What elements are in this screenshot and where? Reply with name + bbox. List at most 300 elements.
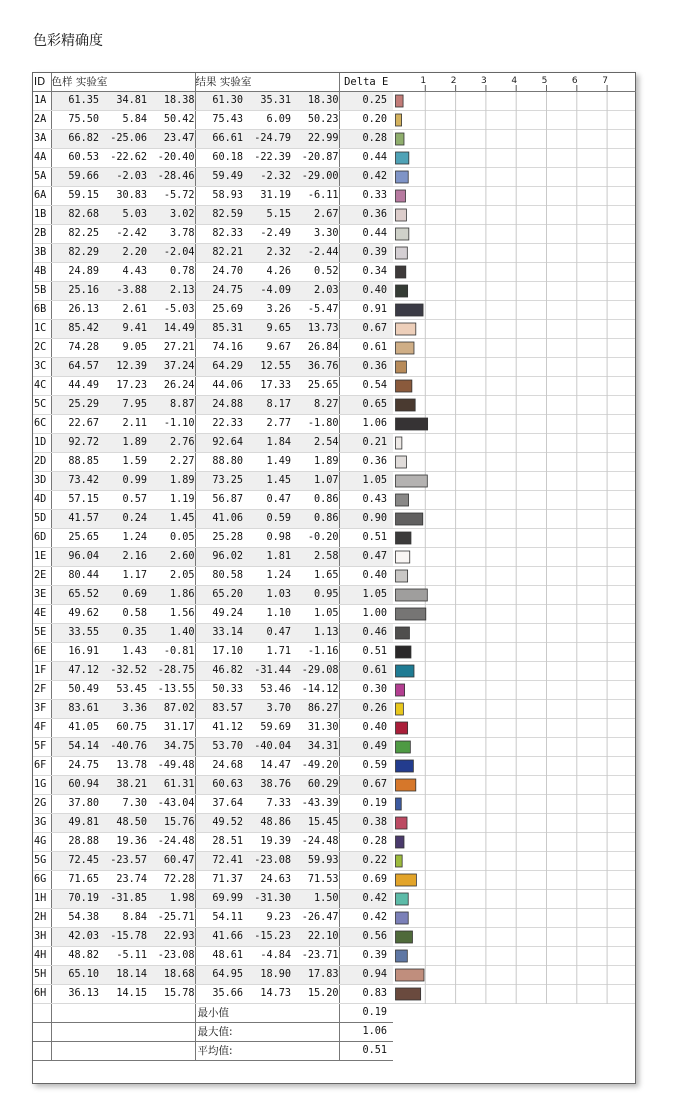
sample-lab-value: 0.35 [99,624,147,643]
delta-e-value: 0.40 [339,719,393,738]
summary-blank [33,1023,51,1042]
bar-2F [396,684,405,696]
result-lab-value: 73.25 [195,472,243,491]
sample-lab-value: 61.31 [147,776,195,795]
result-lab-value: -0.20 [291,529,339,548]
result-lab-value: 2.03 [291,282,339,301]
result-lab-value: 49.52 [195,814,243,833]
row-id: 2D [33,453,51,472]
result-lab-value: 31.30 [291,719,339,738]
result-lab-value: -4.09 [243,282,291,301]
sample-lab-value: 25.16 [51,282,99,301]
bar-4A [396,152,409,164]
delta-e-value: 0.94 [339,966,393,985]
row-id: 4A [33,149,51,168]
summary-label: 最大值: [195,1023,339,1042]
delta-e-value: 0.42 [339,890,393,909]
result-lab-value: 1.10 [243,605,291,624]
result-lab-value: 44.06 [195,377,243,396]
tick-label: 5 [541,76,548,86]
bar-1C [396,323,416,335]
sample-lab-value: 37.80 [51,795,99,814]
sample-lab-value: 1.56 [147,605,195,624]
sample-lab-value: 3.36 [99,700,147,719]
bar-1F [396,665,414,677]
result-lab-value: -23.08 [243,852,291,871]
bar-6D [396,532,411,544]
row-id: 5C [33,396,51,415]
sample-lab-value: 49.81 [51,814,99,833]
sample-lab-value: -23.57 [99,852,147,871]
result-lab-value: -43.39 [291,795,339,814]
result-lab-value: 1.03 [243,586,291,605]
result-lab-value: 86.27 [291,700,339,719]
result-lab-value: 34.31 [291,738,339,757]
sample-lab-value: 12.39 [99,358,147,377]
row-id: 3B [33,244,51,263]
delta-e-value: 0.38 [339,814,393,833]
delta-e-value: 0.42 [339,909,393,928]
result-lab-value: 2.77 [243,415,291,434]
sample-lab-value: 85.42 [51,320,99,339]
bar-6A [396,190,406,202]
result-lab-value: -20.87 [291,149,339,168]
result-lab-value: 1.81 [243,548,291,567]
tick-label: 1 [420,76,427,86]
sample-lab-value: 54.38 [51,909,99,928]
sample-lab-value: 0.69 [99,586,147,605]
row-id: 4D [33,491,51,510]
result-lab-value: -2.44 [291,244,339,263]
row-id: 6F [33,757,51,776]
result-lab-value: 60.18 [195,149,243,168]
result-lab-value: -22.39 [243,149,291,168]
sample-lab-value: 70.19 [51,890,99,909]
result-lab-value: -4.84 [243,947,291,966]
result-lab-value: 0.47 [243,491,291,510]
sample-lab-value: -28.75 [147,662,195,681]
sample-lab-value: 50.49 [51,681,99,700]
sample-lab-value: 18.68 [147,966,195,985]
row-id: 2H [33,909,51,928]
result-lab-value: 13.73 [291,320,339,339]
result-lab-value: 26.84 [291,339,339,358]
sample-lab-value: 41.57 [51,510,99,529]
sample-lab-value: 34.75 [147,738,195,757]
result-lab-value: 64.95 [195,966,243,985]
result-lab-value: 9.65 [243,320,291,339]
sample-lab-value: 2.61 [99,301,147,320]
sample-lab-value: 15.76 [147,814,195,833]
result-lab-value: 1.65 [291,567,339,586]
row-id: 1G [33,776,51,795]
row-id: 3F [33,700,51,719]
sample-lab-value: -13.55 [147,681,195,700]
result-lab-value: 33.14 [195,624,243,643]
sample-lab-value: -22.62 [99,149,147,168]
sample-lab-value: 18.14 [99,966,147,985]
delta-e-value: 0.40 [339,567,393,586]
sample-lab-value: 25.65 [51,529,99,548]
result-lab-value: 17.10 [195,643,243,662]
delta-e-value: 0.49 [339,738,393,757]
result-lab-value: 0.86 [291,491,339,510]
delta-e-value: 1.00 [339,605,393,624]
bar-1D [396,437,402,449]
sample-lab-value: 57.15 [51,491,99,510]
delta-e-value: 0.67 [339,320,393,339]
summary-blank [51,1004,195,1023]
bar-5F [396,741,411,753]
row-id: 3H [33,928,51,947]
delta-e-value: 0.61 [339,662,393,681]
delta-e-value: 0.65 [339,396,393,415]
bar-1E [396,551,410,563]
header-id: ID [33,73,51,92]
summary-value: 0.51 [339,1042,393,1061]
tick-label: 2 [450,76,457,86]
row-id: 1E [33,548,51,567]
sample-lab-value: 1.43 [99,643,147,662]
sample-lab-value: 82.25 [51,225,99,244]
sample-lab-value: 1.86 [147,586,195,605]
sample-lab-value: 34.81 [99,92,147,111]
result-lab-value: -2.49 [243,225,291,244]
sample-lab-value: -28.46 [147,168,195,187]
sample-lab-value: -43.04 [147,795,195,814]
result-lab-value: 50.33 [195,681,243,700]
delta-e-value: 0.33 [339,187,393,206]
bar-3D [396,475,428,487]
delta-e-value: 0.56 [339,928,393,947]
result-lab-value: 88.80 [195,453,243,472]
result-lab-value: 1.24 [243,567,291,586]
delta-e-value: 1.05 [339,586,393,605]
bar-5G [396,855,403,867]
delta-e-value: 0.22 [339,852,393,871]
bar-2A [396,114,402,126]
row-id: 1F [33,662,51,681]
row-id: 2G [33,795,51,814]
bar-4E [396,608,426,620]
delta-e-value: 0.26 [339,700,393,719]
result-lab-value: 18.90 [243,966,291,985]
row-id: 3C [33,358,51,377]
delta-e-value: 0.36 [339,358,393,377]
result-lab-value: 65.20 [195,586,243,605]
bar-5H [396,969,424,981]
sample-lab-value: 31.17 [147,719,195,738]
sample-lab-value: 44.49 [51,377,99,396]
row-id: 6D [33,529,51,548]
result-lab-value: 71.37 [195,871,243,890]
sample-lab-value: 0.24 [99,510,147,529]
result-lab-value: 1.49 [243,453,291,472]
result-lab-value: 17.83 [291,966,339,985]
summary-value: 0.19 [339,1004,393,1023]
result-lab-value: 35.31 [243,92,291,111]
result-lab-value: 0.59 [243,510,291,529]
sample-lab-value: 50.42 [147,111,195,130]
delta-e-value: 0.39 [339,947,393,966]
summary-blank [33,1042,51,1061]
result-lab-value: -6.11 [291,187,339,206]
row-id: 1A [33,92,51,111]
sample-lab-value: 48.82 [51,947,99,966]
tick-label: 4 [511,76,518,86]
bar-1A [396,95,404,107]
summary-blank [33,1004,51,1023]
bar-3C [396,361,407,373]
result-lab-value: -29.08 [291,662,339,681]
sample-lab-value: 59.15 [51,187,99,206]
sample-lab-value: 82.68 [51,206,99,225]
result-lab-value: 82.59 [195,206,243,225]
sample-lab-value: 1.17 [99,567,147,586]
result-lab-value: 80.58 [195,567,243,586]
result-lab-value: 0.86 [291,510,339,529]
row-id: 5B [33,282,51,301]
sample-lab-value: -2.04 [147,244,195,263]
row-id: 6C [33,415,51,434]
sample-lab-value: 9.05 [99,339,147,358]
sample-lab-value: 2.27 [147,453,195,472]
sample-lab-value: 36.13 [51,985,99,1004]
bar-1G [396,779,416,791]
row-id: 4B [33,263,51,282]
result-lab-value: 12.55 [243,358,291,377]
result-lab-value: 1.50 [291,890,339,909]
result-lab-value: 8.17 [243,396,291,415]
bar-3G [396,817,408,829]
sample-lab-value: -3.88 [99,282,147,301]
sample-lab-value: -23.08 [147,947,195,966]
delta-e-value: 0.42 [339,168,393,187]
result-lab-value: 24.75 [195,282,243,301]
result-lab-value: 1.84 [243,434,291,453]
sample-lab-value: 1.59 [99,453,147,472]
sample-lab-value: 72.45 [51,852,99,871]
result-lab-value: 17.33 [243,377,291,396]
bar-4F [396,722,408,734]
sample-lab-value: 33.55 [51,624,99,643]
sample-lab-value: -5.72 [147,187,195,206]
result-lab-value: 41.12 [195,719,243,738]
header-sample-lab: 色样 实验室 [51,73,195,92]
result-lab-value: -31.30 [243,890,291,909]
result-lab-value: 24.70 [195,263,243,282]
sample-lab-value: -32.52 [99,662,147,681]
sample-lab-value: 2.16 [99,548,147,567]
row-id: 4G [33,833,51,852]
sample-lab-value: 7.95 [99,396,147,415]
row-id: 5A [33,168,51,187]
row-id: 5G [33,852,51,871]
sample-lab-value: 30.83 [99,187,147,206]
sample-lab-value: 1.24 [99,529,147,548]
result-lab-value: 15.45 [291,814,339,833]
sample-lab-value: 65.52 [51,586,99,605]
row-id: 3G [33,814,51,833]
result-lab-value: 96.02 [195,548,243,567]
result-lab-value: 58.93 [195,187,243,206]
sample-lab-value: 3.02 [147,206,195,225]
delta-e-value: 0.44 [339,149,393,168]
sample-lab-value: 17.23 [99,377,147,396]
sample-lab-value: -15.78 [99,928,147,947]
delta-e-bar-chart [394,73,636,1085]
summary-label: 最小值 [195,1004,339,1023]
delta-e-value: 0.91 [339,301,393,320]
sample-lab-value: 2.11 [99,415,147,434]
delta-e-value: 1.06 [339,415,393,434]
result-lab-value: 25.28 [195,529,243,548]
result-lab-value: -23.71 [291,947,339,966]
result-lab-value: -1.80 [291,415,339,434]
delta-e-value: 0.36 [339,453,393,472]
sample-lab-value: 54.14 [51,738,99,757]
result-lab-value: -24.79 [243,130,291,149]
result-lab-value: 22.99 [291,130,339,149]
result-lab-value: 75.43 [195,111,243,130]
sample-lab-value: 5.03 [99,206,147,225]
sample-lab-value: 82.29 [51,244,99,263]
result-lab-value: 31.19 [243,187,291,206]
sample-lab-value: 65.10 [51,966,99,985]
result-lab-value: 83.57 [195,700,243,719]
sample-lab-value: 71.65 [51,871,99,890]
bar-5B [396,285,408,297]
sample-lab-value: 7.30 [99,795,147,814]
sample-lab-value: 0.05 [147,529,195,548]
summary-blank [51,1023,195,1042]
sample-lab-value: 2.76 [147,434,195,453]
sample-lab-value: 15.78 [147,985,195,1004]
result-lab-value: 0.47 [243,624,291,643]
result-lab-value: 6.09 [243,111,291,130]
row-id: 4F [33,719,51,738]
bar-2E [396,570,408,582]
result-lab-value: -24.48 [291,833,339,852]
delta-e-value: 0.21 [339,434,393,453]
result-lab-value: 2.58 [291,548,339,567]
summary-blank [51,1042,195,1061]
result-lab-value: 48.61 [195,947,243,966]
row-id: 2A [33,111,51,130]
sample-lab-value: 0.57 [99,491,147,510]
bar-3F [396,703,404,715]
result-lab-value: 1.45 [243,472,291,491]
summary-value: 1.06 [339,1023,393,1042]
result-lab-value: 9.23 [243,909,291,928]
result-lab-value: -1.16 [291,643,339,662]
result-lab-value: 9.67 [243,339,291,358]
result-lab-value: 2.67 [291,206,339,225]
row-id: 6E [33,643,51,662]
sample-lab-value: 53.45 [99,681,147,700]
sample-lab-value: 18.38 [147,92,195,111]
sample-lab-value: 74.28 [51,339,99,358]
sample-lab-value: -49.48 [147,757,195,776]
result-lab-value: 41.06 [195,510,243,529]
delta-e-value: 0.51 [339,529,393,548]
result-lab-value: 24.68 [195,757,243,776]
delta-e-value: 0.46 [339,624,393,643]
delta-e-value: 0.20 [339,111,393,130]
sample-lab-value: 8.84 [99,909,147,928]
result-lab-value: 61.30 [195,92,243,111]
result-lab-value: -29.00 [291,168,339,187]
result-lab-value: 1.07 [291,472,339,491]
result-lab-value: 85.31 [195,320,243,339]
result-lab-value: 60.63 [195,776,243,795]
delta-e-value: 0.28 [339,130,393,149]
sample-lab-value: -2.03 [99,168,147,187]
sample-lab-value: 22.93 [147,928,195,947]
result-lab-value: 19.39 [243,833,291,852]
result-lab-value: 82.33 [195,225,243,244]
summary-label: 平均值: [195,1042,339,1061]
result-lab-value: 3.26 [243,301,291,320]
bar-6B [396,304,424,316]
sample-lab-value: -40.76 [99,738,147,757]
result-lab-value: 54.11 [195,909,243,928]
delta-e-value: 0.36 [339,206,393,225]
row-id: 5F [33,738,51,757]
sample-lab-value: -25.06 [99,130,147,149]
result-lab-value: 37.64 [195,795,243,814]
result-lab-value: 92.64 [195,434,243,453]
sample-lab-value: 4.43 [99,263,147,282]
row-id: 6H [33,985,51,1004]
sample-lab-value: 16.91 [51,643,99,662]
sample-lab-value: 2.13 [147,282,195,301]
bar-4B [396,266,406,278]
result-lab-value: 74.16 [195,339,243,358]
delta-e-value: 0.83 [339,985,393,1004]
result-lab-value: -31.44 [243,662,291,681]
delta-e-value: 0.69 [339,871,393,890]
row-id: 5H [33,966,51,985]
bar-6F [396,760,414,772]
sample-lab-value: -25.71 [147,909,195,928]
sample-lab-value: 66.82 [51,130,99,149]
result-lab-value: 0.95 [291,586,339,605]
bar-2H [396,912,409,924]
bar-5D [396,513,423,525]
result-lab-value: 7.33 [243,795,291,814]
delta-e-value: 0.40 [339,282,393,301]
row-id: 1B [33,206,51,225]
bar-3A [396,133,404,145]
sample-lab-value: 60.94 [51,776,99,795]
sample-lab-value: 1.98 [147,890,195,909]
sample-lab-value: 24.75 [51,757,99,776]
result-lab-value: 28.51 [195,833,243,852]
sample-lab-value: 72.28 [147,871,195,890]
row-id: 2F [33,681,51,700]
sample-lab-value: 1.89 [99,434,147,453]
result-lab-value: 59.93 [291,852,339,871]
sample-lab-value: 61.35 [51,92,99,111]
result-lab-value: 72.41 [195,852,243,871]
delta-e-value: 0.67 [339,776,393,795]
sample-lab-value: 37.24 [147,358,195,377]
result-lab-value: 0.52 [291,263,339,282]
delta-e-value: 0.54 [339,377,393,396]
result-lab-value: 22.10 [291,928,339,947]
sample-lab-value: 47.12 [51,662,99,681]
